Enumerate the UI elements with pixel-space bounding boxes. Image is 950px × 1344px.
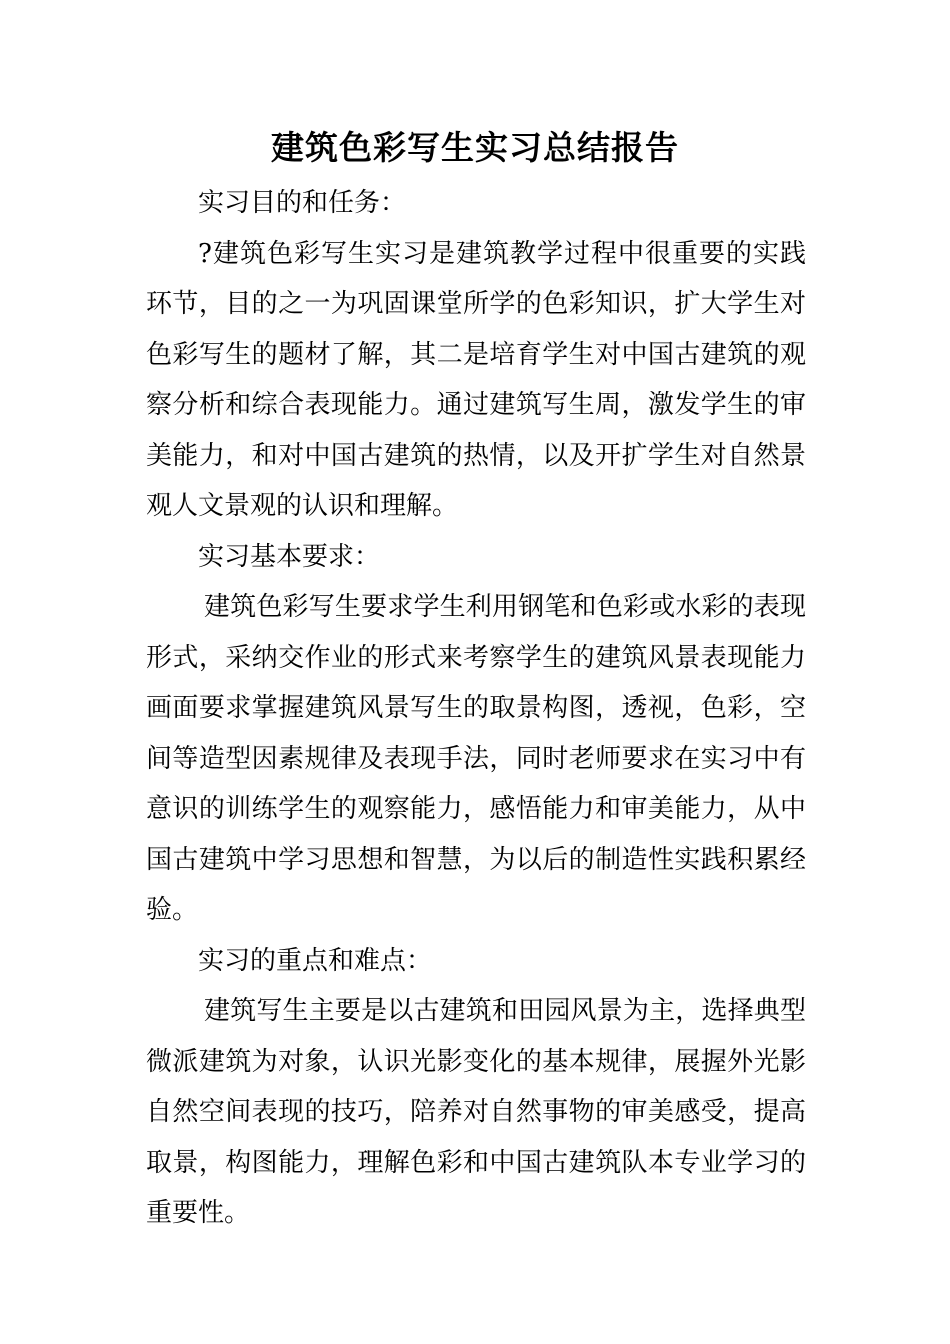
section-paragraph-focus: 建筑写生主要是以古建筑和田园风景为主，选择典型微派建筑为对象，认识光影变化的基本规律，展握外光影自然空间表现的技巧，陪养对自然事物的审美感受，提高取景，构图能力，理解色彩和中国古建筑队本专业学习的重要性。 (146, 996, 806, 1228)
section-heading-purpose: 实习目的和任务： (198, 188, 407, 218)
document-title: 建筑色彩写生实习总结报告 (271, 128, 679, 167)
section-paragraph-purpose: ?建筑色彩写生实习是建筑教学过程中很重要的实践环节，目的之一为巩固课堂所学的色彩知识，扩大学生对色彩写生的题材了解，其二是培育学生对中国古建筑的观察分析和综合表现能力。通过建筑写生周，激发学生的审美能力，和对中国古建筑的热情，以及开扩学生对自然景观人文景观的认识和理解。 (146, 238, 806, 521)
section-paragraph-requirements: 建筑色彩写生要求学生利用钢笔和色彩或水彩的表现形式，采纳交作业的形式来考察学生的建筑风景表现能力画面要求掌握建筑风景写生的取景构图，透视，色彩，空间等造型因素规律及表现手法，同时老师要求在实习中有意识的训练学生的观察能力，感悟能力和审美能力，从中国古建筑中学习思想和智慧，为以后的制造性实践积累经验。 (146, 592, 806, 925)
document-body (146, 178, 806, 1239)
section-heading-focus: 实习的重点和难点： (198, 945, 433, 976)
section-heading-requirements: 实习基本要求： (198, 541, 381, 572)
